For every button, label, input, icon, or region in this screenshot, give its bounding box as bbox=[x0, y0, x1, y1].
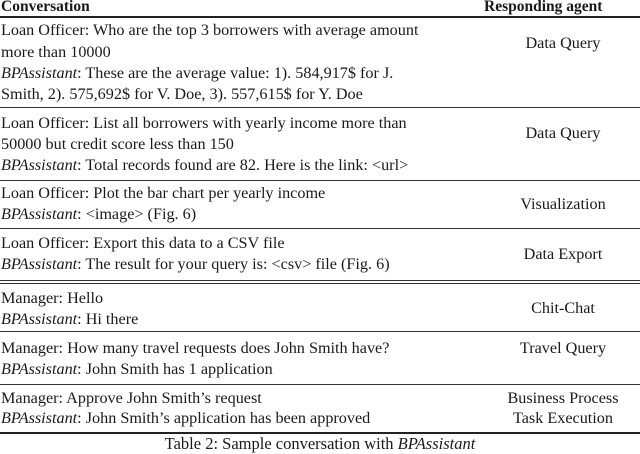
responding-agent: Data Query bbox=[525, 124, 601, 142]
conversation-line: Smith, 2). 575,692$ for V. Doe, 3). 557,615$ for Y. Doe bbox=[1, 85, 363, 103]
table-caption: Table 2: Sample conversation with BPAssistant bbox=[164, 434, 476, 453]
conversation-line: BPAssistant: John Smith’s application has been approved bbox=[1, 409, 371, 427]
conversation-line: 50000 but credit score less than 150 bbox=[1, 135, 234, 153]
conversation-line: BPAssistant: Hi there bbox=[1, 310, 139, 328]
conversation-line: BPAssistant: John Smith has 1 application bbox=[1, 360, 273, 378]
conversation-line: Manager: Approve John Smith’s request bbox=[1, 389, 262, 407]
conversation-line: Loan Officer: Export this data to a CSV file bbox=[1, 234, 285, 252]
row-rule bbox=[0, 384, 640, 385]
conversation-line: more than 10000 bbox=[1, 43, 111, 61]
responding-agent: Business Process bbox=[507, 389, 619, 407]
conversation-line: Manager: How many travel requests does John Smith have? bbox=[1, 339, 390, 357]
responding-agent: Visualization bbox=[520, 195, 606, 213]
row-rule bbox=[0, 180, 640, 181]
conversation-line: Loan Officer: Who are the top 3 borrowers with average amount bbox=[1, 21, 419, 39]
header-conversation: Conversation bbox=[1, 0, 90, 15]
responding-agent: Data Export bbox=[523, 245, 603, 263]
row-rule bbox=[0, 228, 640, 229]
responding-agent: Task Execution bbox=[512, 409, 613, 427]
responding-agent: Data Query bbox=[525, 34, 601, 52]
conversation-line: BPAssistant: <image> (Fig. 6) bbox=[1, 205, 197, 223]
responding-agent: Travel Query bbox=[519, 339, 607, 357]
section-double-rule-bottom bbox=[0, 283, 640, 284]
conversation-line: Manager: Hello bbox=[1, 289, 104, 307]
header-responding-agent: Responding agent bbox=[484, 0, 603, 15]
conversation-line: BPAssistant: The result for your query is: <csv> file (Fig. 6) bbox=[1, 255, 390, 273]
conversation-line: BPAssistant: Total records found are 82. Here is the link: <url> bbox=[1, 156, 409, 174]
responding-agent: Chit-Chat bbox=[531, 299, 595, 317]
conversation-line: Loan Officer: Plot the bar chart per yearly income bbox=[1, 184, 326, 202]
conversation-line: BPAssistant: These are the average value: 1). 584,917$ for J. bbox=[1, 64, 394, 82]
row-rule bbox=[0, 331, 640, 332]
section-double-rule-top bbox=[0, 280, 640, 281]
row-rule bbox=[0, 107, 640, 108]
header-rule bbox=[0, 16, 640, 18]
conversation-line: Loan Officer: List all borrowers with yearly income more than bbox=[1, 114, 407, 132]
